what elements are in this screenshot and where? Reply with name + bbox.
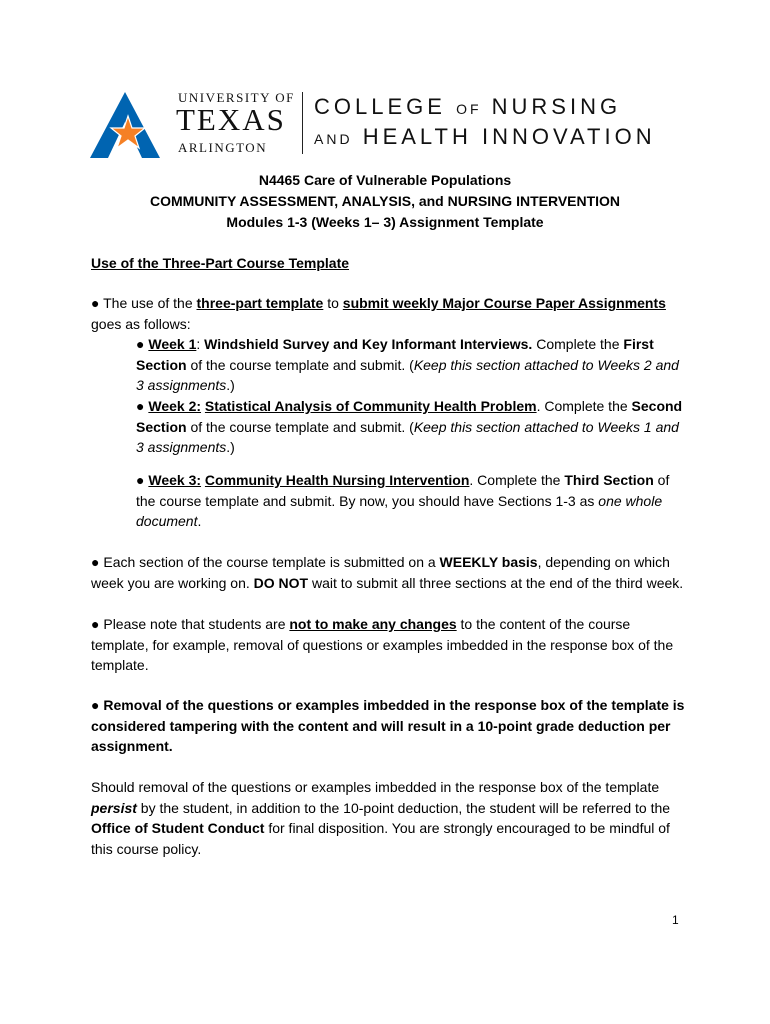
- one-whole-document-text: one whole document: [136, 492, 663, 529]
- text-run: .): [226, 377, 235, 393]
- college-name-line1: [314, 94, 621, 120]
- text-run: goes as follows:: [91, 315, 191, 332]
- logo-divider: [302, 92, 303, 154]
- office-of-student-conduct-text: Office of Student Conduct: [91, 820, 265, 836]
- bullet: ●: [91, 554, 100, 570]
- no-changes-paragraph: [91, 614, 691, 676]
- text-run: Complete the: [532, 336, 624, 352]
- three-part-template-text: three-part template: [196, 295, 324, 311]
- course-title: N4465 Care of Vulnerable Populations: [258, 172, 512, 188]
- text-run: for final disposition. You are strongly encouraged to be mindful of this course policy.: [91, 820, 670, 857]
- week3-title: Community Health Nursing Intervention: [204, 472, 470, 488]
- intro-paragraph: [91, 293, 691, 334]
- and-word: AND: [314, 131, 353, 147]
- weekly-basis-paragraph: [91, 552, 691, 593]
- week1-item: [136, 334, 686, 396]
- text-run: wait to submit all three sections at the end of the third week.: [308, 574, 684, 591]
- text-run: by the student, in addition to the 10-point deduction, the student will be referred to the: [136, 799, 671, 816]
- university-of-text: UNIVERSITY OF: [178, 90, 295, 105]
- text-run: .): [226, 439, 235, 455]
- text-run: of the course template and submit. (: [186, 356, 414, 373]
- second-section-text: Second Section: [136, 398, 683, 435]
- text-run: of the course template and submit. By now, you should have Sections 1-3 as: [136, 472, 670, 509]
- texas-text: TEXAS: [176, 102, 286, 137]
- text-run: . Complete the: [469, 472, 565, 488]
- modules-title: Modules 1-3 (Weeks 1– 3) Assignment Template: [226, 214, 544, 230]
- document-title-block: [0, 170, 770, 233]
- text-run: The use of the: [103, 295, 197, 311]
- bullet: ●: [136, 472, 145, 488]
- text-run: , depending on which week you are working on.: [91, 554, 670, 591]
- bullet: ●: [91, 616, 100, 632]
- text-run: to: [323, 295, 343, 311]
- text-run: :: [196, 336, 205, 352]
- section-heading: Use of the Three-Part Course Template: [91, 255, 350, 271]
- week2-title: Statistical Analysis of Community Health Problem: [204, 398, 537, 414]
- uta-a-star-icon: [90, 92, 160, 158]
- assignment-title: COMMUNITY ASSESSMENT, ANALYSIS, and NURSING INTERVENTION: [149, 193, 621, 209]
- arlington-text: ARLINGTON: [178, 140, 268, 155]
- tampering-warning-paragraph: ● Removal of the questions or examples imbedded in the response box of the template is considered tampering with the content and will result in a 10-point grade deduction per assignment.: [91, 697, 685, 754]
- text-run: . Complete the: [536, 398, 632, 414]
- page-number: 1: [672, 913, 679, 927]
- week1-title: Windshield Survey and Key Informant Interviews.: [204, 336, 533, 352]
- health-innovation-word: HEALTH INNOVATION: [362, 124, 656, 149]
- bullet: ●: [91, 295, 100, 311]
- week1-label: Week 1: [148, 336, 197, 352]
- text-run: to the content of the course template, for example, removal of questions or examples imbedded in the response box of the template.: [91, 616, 674, 673]
- text-run: of the course template and submit. (: [186, 418, 414, 435]
- do-not-text: DO NOT: [253, 574, 309, 591]
- persist-policy-paragraph: [91, 777, 691, 859]
- first-section-text: First Section: [136, 336, 654, 373]
- bullet: ●: [136, 336, 145, 352]
- week3-item: [136, 470, 686, 532]
- bullet: ●: [136, 398, 145, 414]
- college-name-line2: [314, 124, 656, 150]
- week3-label: Week 3:: [148, 472, 202, 488]
- of-word: OF: [456, 101, 482, 117]
- text-run: Please note that students are: [99, 616, 290, 632]
- text-run: Each section of the course template is submitted on a: [99, 554, 440, 570]
- persist-text: persist: [91, 799, 137, 816]
- weekly-basis-text: WEEKLY basis: [439, 554, 538, 570]
- text-run: Should removal of the questions or examples imbedded in the response box of the template: [91, 779, 660, 795]
- keep-attached-text: Keep this section attached to Weeks 2 and 3 assignments: [136, 356, 679, 393]
- uta-logo: [90, 90, 690, 160]
- nursing-word: NURSING: [491, 94, 622, 119]
- week2-item: [136, 396, 686, 458]
- college-word: COLLEGE: [314, 94, 446, 119]
- keep-attached-text: Keep this section attached to Weeks 1 and 3 assignments: [136, 418, 679, 455]
- submit-weekly-text: submit weekly Major Course Paper Assignments: [342, 295, 666, 311]
- not-to-make-changes-text: not to make any changes: [289, 616, 457, 632]
- third-section-text: Third Section: [564, 472, 654, 488]
- text-run: .: [197, 513, 202, 529]
- week2-label: Week 2:: [148, 398, 202, 414]
